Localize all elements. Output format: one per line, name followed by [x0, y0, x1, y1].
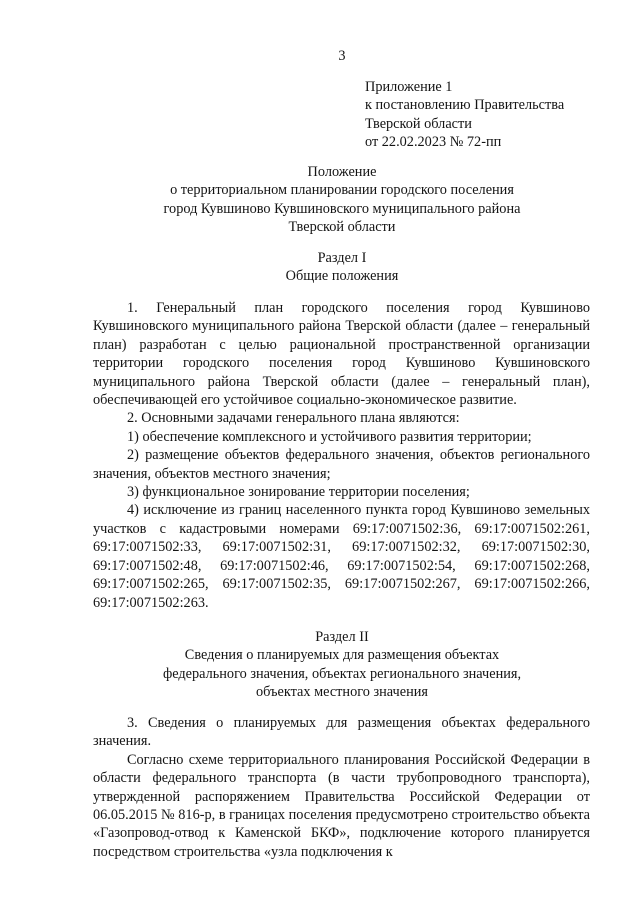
paragraph: Согласно схеме территориального планирования Российской Федерации в области федерального транспорта (в части трубопроводного транспорта), утвержденной распоряжением Правительства Российской Федерации от 06.05.2015 № 816-р, в границах поселения предусмотрено строительство объекта «Газопровод-отвод к Каменской БКФ», подключение которого планируется посредством строительства «узла подключения к [93, 751, 590, 860]
title-line: город Кувшиново Кувшиновского муниципального района [163, 200, 521, 217]
section2-body [93, 714, 590, 861]
paragraph: 1. Генеральный план городского поселения город Кувшиново Кувшиновского муниципального района Тверской области (далее – генеральный план) разработан с целью рациональной пространственной организации территории городского поселения город Кувшиново Кувшиновского муниципального района Тверской области (далее – генеральный план), обеспечивающей его устойчивое социально-экономическое развитие. [93, 300, 590, 409]
section1-body [93, 299, 590, 612]
annex-line: Приложение 1 [365, 79, 453, 95]
section-number: Раздел II [315, 629, 369, 645]
section1-heading [0, 249, 640, 286]
document-title [0, 163, 640, 237]
paragraph: 4) исключение из границ населенного пункта город Кувшиново земельных участков с кадастровыми номерами 69:17:0071502:36, 69:17:0071502:261, 69:17:0071502:33, 69:17:0071502:31, 69:17:0071502:32, 69:17:0071502:30, 69:17:0071502:48, 69:17:0071502:46, 69:17:0071502:54, 69:17:0071502:268, 69:17:0071502:265, 69:17:0071502:35, 69:17:0071502:267, 69:17:0071502:266, 69:17:0071502:263. [93, 502, 590, 611]
section-number: Раздел I [317, 250, 367, 266]
section-title: Сведения о планируемых для размещения объектах [184, 647, 500, 664]
paragraph: 2) размещение объектов федерального значения, объектов регионального значения, объектов местного значения; [93, 447, 590, 482]
annex-line: от 22.02.2023 № 72-пп [365, 134, 502, 151]
paragraph: 1) обеспечение комплексного и устойчивого развития территории; [127, 428, 532, 445]
title-line: о территориальном планировании городского поселения [170, 182, 514, 199]
section-title: Общие положения [285, 268, 399, 285]
section2-heading [0, 628, 640, 702]
paragraph: 3) функциональное зонирование территории поселения; [127, 484, 470, 501]
annex-line: Тверской области [365, 115, 472, 132]
annex-block [365, 78, 564, 152]
section-title: федерального значения, объектах регионального значения, [162, 665, 522, 682]
paragraph: 3. Сведения о планируемых для размещения объектах федерального значения. [93, 715, 590, 750]
annex-line: к постановлению Правительства [365, 97, 565, 114]
paragraph: 2. Основными задачами генерального плана являются: [127, 410, 460, 427]
title-line: Тверской области [288, 219, 396, 236]
title-line: Положение [307, 164, 377, 180]
page-number: 3 [338, 48, 346, 64]
section-title: объектах местного значения [256, 684, 428, 701]
